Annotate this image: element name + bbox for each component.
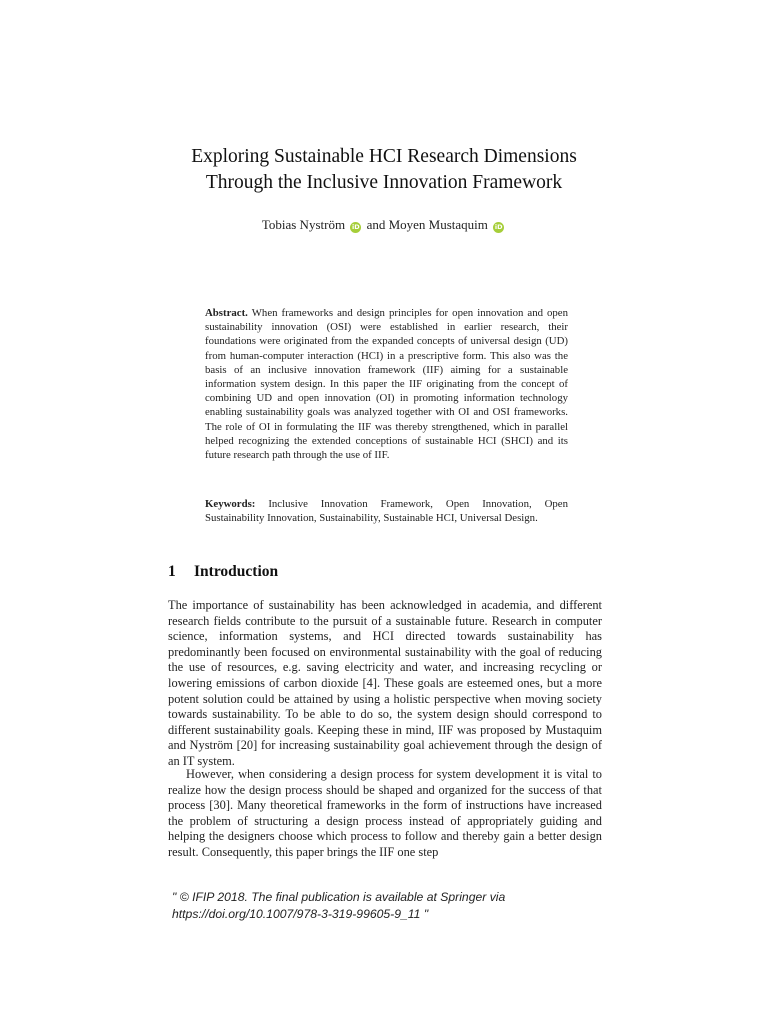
section-title: Introduction [194, 563, 279, 580]
copyright-footnote [172, 889, 592, 923]
abstract-label: Abstract. [205, 307, 248, 319]
author-connector: and [366, 217, 386, 232]
section-heading [168, 563, 278, 581]
title-line-1: Exploring Sustainable HCI Research Dimensions [191, 146, 577, 167]
orcid-icon[interactable]: iD [352, 223, 360, 231]
abstract-text: When frameworks and design principles for open innovation and open sustainability innovation (OSI) were established in earlier research, their foundations were originated from the expanded concepts of universal design (UD) from human-computer interaction (HCI) in a prescriptive form. This also was the basis of an inclusive innovation framework (IIF) aiming for a sustainable information system design. In this paper the IIF originating from the concept of combining UD and open innovation (OI) in promoting information technology enabling sustainability goals was analyzed together with OI and OSI frameworks. The role of OI in formulating the IIF was thereby strengthened, which in parallel helped recognizing the extended conceptions of sustainable HCI (SHCI) and its future research path through the use of IIF. [205, 307, 568, 462]
body-paragraph-1: The importance of sustainability has been acknowledged in academia, and different research fields contribute to the pursuit of a sustainable future. Research in computer science, information systems, and HCI directed towards sustainability has predominantly been focused on environmental sustainability with the goal of reducing the use of resources, e.g. saving electricity and water, and increasing recycling or lowering emissions of carbon dioxide [4]. These goals are esteemed ones, but a more potent solution could be attained by using a holistic perspective when moving society towards sustainability. To be able to do so, the system design should correspond to different sustainability goals. Keeping these in mind, IIF was proposed by Mustaquim and Nyström [20] for increasing sustainability goal achievement through the design of an IT system. [168, 598, 602, 768]
keywords-label: Keywords: [205, 498, 256, 510]
author-list [100, 216, 668, 234]
keywords [205, 497, 568, 525]
footnote-line-1: " © IFIP 2018. The final publication is available at Springer via [172, 890, 506, 904]
orcid-icon[interactable]: iD [494, 223, 503, 231]
author-name-2: Moyen Mustaquim [388, 217, 488, 232]
author-name-1: Tobias Nyström [261, 217, 346, 232]
footnote-line-2[interactable]: https://doi.org/10.1007/978-3-319-99605-9_11 " [172, 907, 429, 921]
abstract [205, 306, 568, 462]
title-line-2: Through the Inclusive Innovation Framework [205, 172, 563, 193]
section-number: 1 [168, 563, 176, 580]
keywords-text: Inclusive Innovation Framework, Open Innovation, Open Sustainability Innovation, Sustainability, Sustainable HCI, Universal Design. [205, 498, 568, 525]
paper-title [100, 144, 668, 196]
body-paragraph-2: However, when considering a design process for system development it is vital to realize how the design process should be shaped and organized for the success of that process [30]. Many theoretical frameworks in the form of instructions have increased the problem of structuring a design process instead of appropriately guiding and helping the designers choose which process to follow and thereby gain a better design result. Consequently, this paper brings the IIF one step [168, 767, 602, 859]
